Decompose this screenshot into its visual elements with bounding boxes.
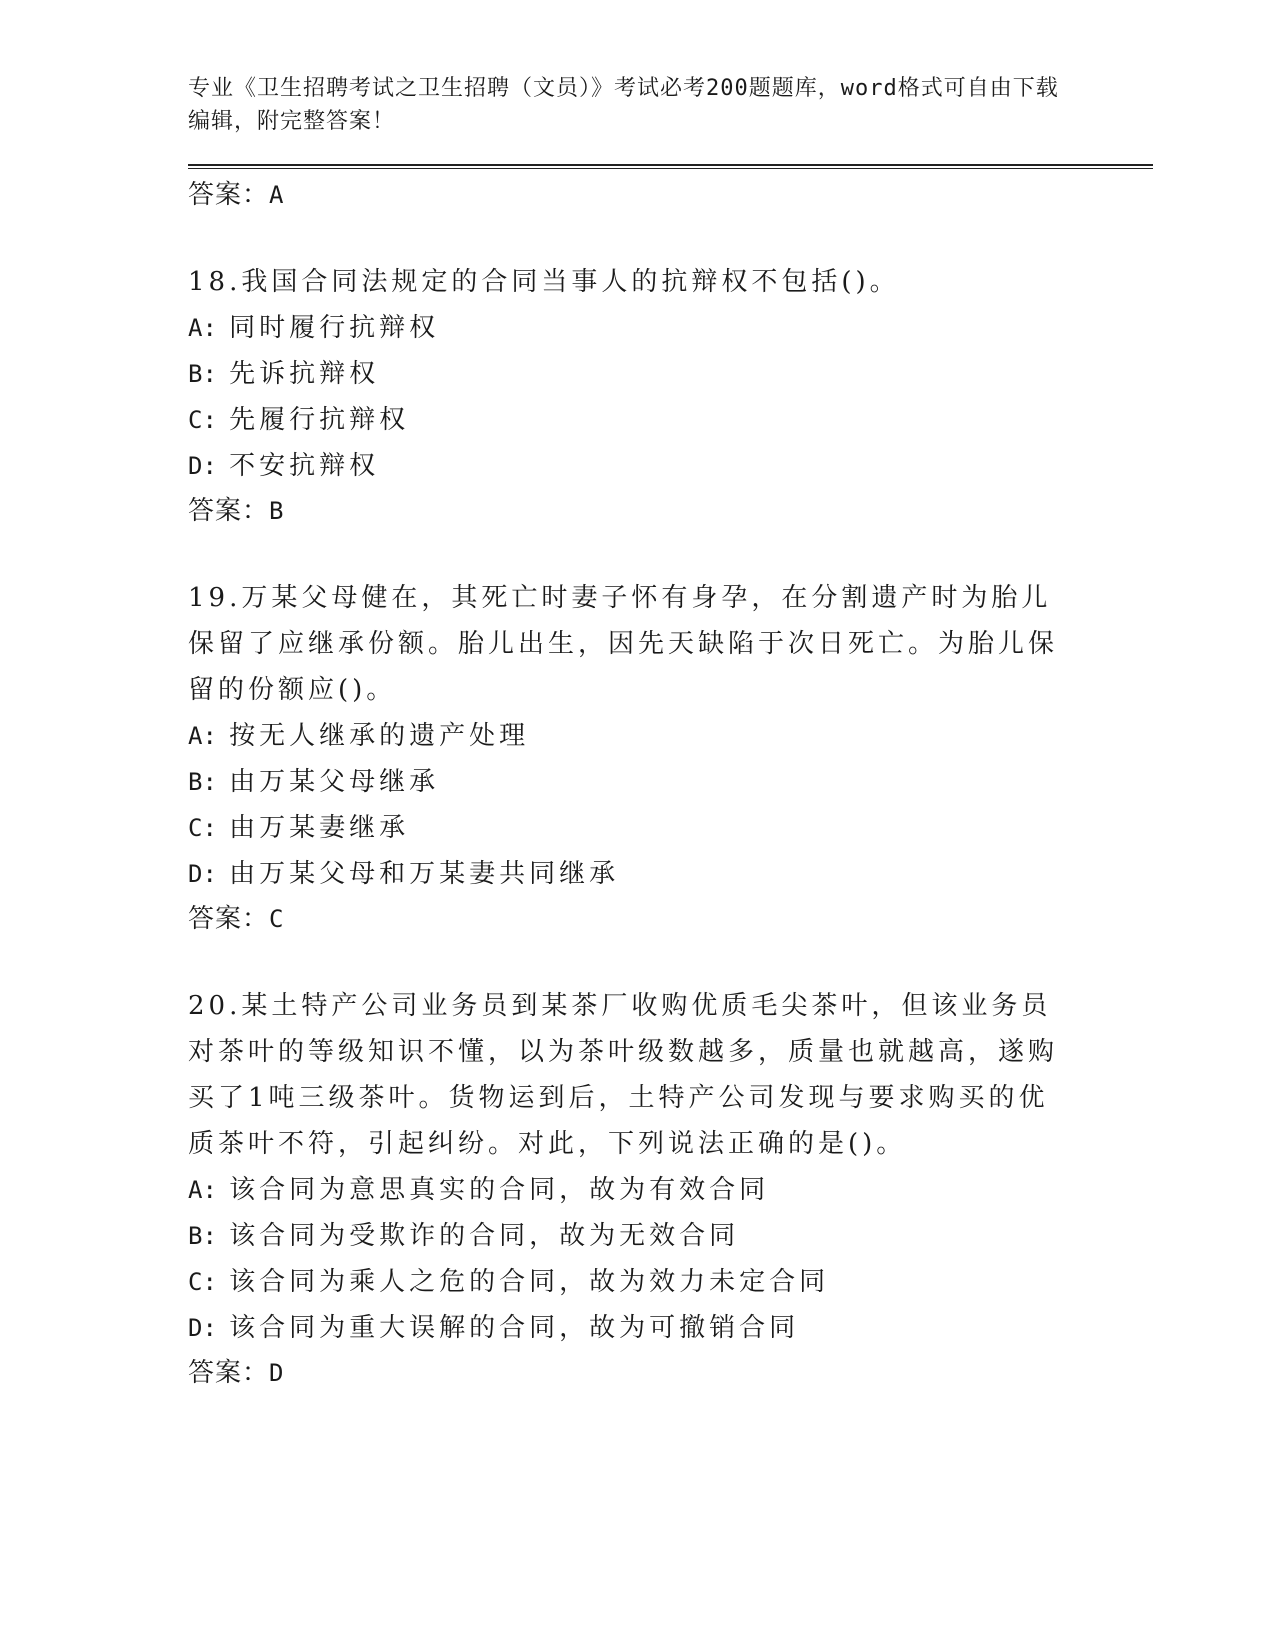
- answer-label: 答案：: [188, 180, 270, 210]
- option-text: 该合同为意思真实的合同，故为有效合同: [229, 1175, 770, 1205]
- answer-label: 答案：: [188, 1358, 270, 1388]
- option-letter: D:: [188, 452, 217, 480]
- option-b: [188, 1213, 1148, 1259]
- question-20: [188, 983, 1148, 1395]
- option-letter: C:: [188, 814, 217, 842]
- option-text: 同时履行抗辩权: [229, 313, 440, 343]
- option-letter: C:: [188, 406, 217, 434]
- option-a: [188, 713, 1148, 759]
- answer-line: [188, 897, 1148, 941]
- option-letter: A:: [188, 314, 217, 342]
- option-c: [188, 1259, 1148, 1305]
- option-text: 由万某父母和万某妻共同继承: [229, 859, 620, 889]
- option-c: [188, 805, 1148, 851]
- answer-line: [188, 489, 1148, 533]
- option-text: 该合同为重大误解的合同，故为可撤销合同: [229, 1313, 800, 1343]
- option-text: 先履行抗辩权: [229, 405, 410, 435]
- document-header: 专业《卫生招聘考试之卫生招聘（文员）》考试必考200题题库，word格式可自由下载编辑，附完整答案！: [188, 76, 1059, 134]
- option-letter: A:: [188, 722, 217, 750]
- option-text: 按无人继承的遗产处理: [229, 721, 530, 751]
- option-text: 由万某妻继承: [229, 813, 410, 843]
- option-letter: D:: [188, 1314, 217, 1342]
- option-d: [188, 1305, 1148, 1351]
- option-a: [188, 1167, 1148, 1213]
- answer-value: A: [269, 181, 285, 209]
- option-a: [188, 305, 1148, 351]
- answer-line: [188, 1351, 1148, 1395]
- option-d: [188, 443, 1148, 489]
- option-letter: C:: [188, 1268, 217, 1296]
- question-stem: 18.我国合同法规定的合同当事人的抗辩权不包括()。: [188, 267, 900, 297]
- option-b: [188, 351, 1148, 397]
- question-19: [188, 575, 1148, 941]
- option-text: 由万某父母继承: [229, 767, 440, 797]
- answer-value: B: [269, 497, 285, 525]
- option-text: 先诉抗辩权: [229, 359, 380, 389]
- option-letter: A:: [188, 1176, 217, 1204]
- option-c: [188, 397, 1148, 443]
- document-page: [188, 72, 1148, 1395]
- option-letter: B:: [188, 768, 217, 796]
- question-18: [188, 259, 1148, 533]
- option-text: 不安抗辩权: [229, 451, 380, 481]
- option-text: 该合同为乘人之危的合同，故为效力未定合同: [229, 1267, 830, 1297]
- answer-label: 答案：: [188, 904, 270, 934]
- header-divider: [188, 164, 1153, 169]
- option-text: 该合同为受欺诈的合同，故为无效合同: [229, 1221, 740, 1251]
- answer-value: D: [269, 1359, 285, 1387]
- option-letter: D:: [188, 860, 217, 888]
- option-letter: B:: [188, 1222, 217, 1250]
- answer-line: [188, 173, 1148, 217]
- question-stem: 20.某土特产公司业务员到某茶厂收购优质毛尖茶叶，但该业务员对茶叶的等级知识不懂，以为茶叶级数越多，质量也就越高，遂购买了1吨三级茶叶。货物运到后，土特产公司发现与要求购买的优质茶叶不符，引起纠纷。对此，下列说法正确的是()。: [188, 991, 1059, 1159]
- option-letter: B:: [188, 360, 217, 388]
- answer-value: C: [269, 905, 285, 933]
- question-stem: 19.万某父母健在，其死亡时妻子怀有身孕，在分割遗产时为胎儿保留了应继承份额。胎儿出生，因先天缺陷于次日死亡。为胎儿保留的份额应()。: [188, 583, 1059, 705]
- option-b: [188, 759, 1148, 805]
- option-d: [188, 851, 1148, 897]
- answer-label: 答案：: [188, 496, 270, 526]
